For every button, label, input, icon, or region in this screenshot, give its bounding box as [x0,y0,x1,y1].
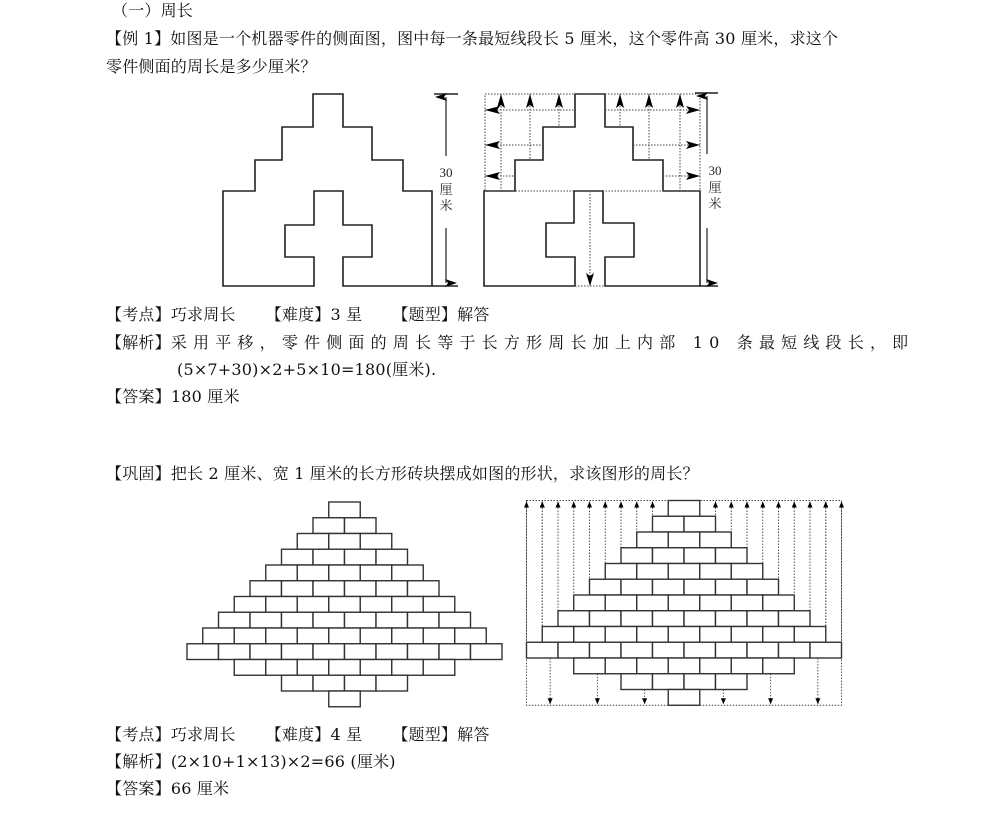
brick [684,579,716,595]
brick [250,644,282,660]
brick [653,579,685,595]
brick [605,595,637,611]
example1-answer [106,387,240,407]
brick [282,675,314,691]
answer-label: 【答案】 [106,779,171,798]
brick [542,627,574,643]
brick [345,612,377,628]
brick [684,674,716,690]
brick [203,628,235,644]
brick [637,595,669,611]
practice-label: 【巩固】 [106,464,171,483]
practice-meta [106,725,490,745]
brick [266,628,298,644]
brick [637,627,669,643]
brick [282,644,314,660]
brick [763,595,795,611]
machine-part-figure-1 [223,94,458,286]
analysis-value: (2×10+1×13)×2=66 (厘米) [170,752,396,771]
brick [408,612,440,628]
brick [558,611,590,627]
brick [621,674,653,690]
brick [266,565,298,581]
brick [250,581,282,597]
brick-pyramid-figure-translated [527,501,842,706]
brick [716,642,748,658]
brick-pyramid-translation-lines [527,501,842,706]
brick [684,611,716,627]
brick [716,611,748,627]
brick [700,627,732,643]
brick [668,564,700,580]
brick [668,532,700,548]
brick [360,628,392,644]
brick [345,675,377,691]
brick [360,597,392,613]
brick [590,579,622,595]
brick [455,628,487,644]
brick [392,628,424,644]
brick [747,642,779,658]
brick [779,611,811,627]
figure2-dimension-unit1: 厘 [708,181,722,196]
brick [668,658,700,674]
brick [700,595,732,611]
brick [266,597,298,613]
example1-question-line1 [106,29,838,49]
brick [266,660,298,676]
brick [684,548,716,564]
brick [282,612,314,628]
brick [329,597,361,613]
brick [716,548,748,564]
brick [574,627,606,643]
brick [329,502,361,518]
answer-value: 180 厘米 [170,387,240,406]
brick [558,642,590,658]
brick [731,564,763,580]
brick [731,658,763,674]
translation-arrows [485,94,700,286]
brick-pyramid-figure [187,502,502,707]
brick [668,595,700,611]
brick [282,549,314,565]
brick [376,581,408,597]
brick [590,611,622,627]
brick [716,579,748,595]
brick [668,501,700,517]
brick [329,534,361,550]
translation-dotted-lines [485,94,700,286]
brick [731,595,763,611]
figure1-dimension-unit1: 厘 [439,183,453,198]
nandu-label: 【难度】 [265,725,331,744]
brick [700,658,732,674]
figure1-dimension-unit2: 米 [439,199,453,214]
brick [810,642,842,658]
brick [376,675,408,691]
brick [423,660,455,676]
brick [621,611,653,627]
answer-value: 66 厘米 [170,779,230,798]
brick [747,579,779,595]
brick [653,516,685,532]
tixing-value: 解答 [457,725,490,744]
brick [282,581,314,597]
brick [219,644,251,660]
practice-answer [106,779,229,799]
brick [297,660,329,676]
brick [392,597,424,613]
brick [297,534,329,550]
brick [779,642,811,658]
brick [313,644,345,660]
figure2-dimension-number: 30 [708,163,722,178]
tixing-value: 解答 [457,305,490,324]
practice-question [106,464,699,484]
brick [360,534,392,550]
brick [392,660,424,676]
brick [621,579,653,595]
brick [763,658,795,674]
figure1-dimension-number: 30 [439,165,453,180]
kaodian-value: 巧求周长 [170,305,236,324]
brick [684,642,716,658]
brick [439,612,471,628]
brick [250,612,282,628]
brick [605,658,637,674]
brick [360,660,392,676]
analysis-label: 【解析】 [106,333,171,352]
example1-analysis-line2: (5×7+30)×2+5×10=180(厘米). [177,360,437,379]
brick [794,627,826,643]
brick [574,595,606,611]
example1-analysis-line1 [106,333,914,353]
brick [637,658,669,674]
kaodian-label: 【考点】 [106,725,171,744]
example1-question-text: 如图是一个机器零件的侧面图，图中每一条最短线段长 5 厘米，这个零件高 30 厘米，求这个 [170,29,839,48]
kaodian-label: 【考点】 [106,305,171,324]
brick [716,674,748,690]
brick [684,516,716,532]
brick [408,644,440,660]
practice-question-text: 把长 2 厘米、宽 1 厘米的长方形砖块摆成如图的形状，求该图形的周长？ [170,464,699,483]
analysis-label: 【解析】 [106,752,171,771]
tixing-label: 【题型】 [392,305,458,324]
brick [313,581,345,597]
brick [668,690,700,706]
nandu-label: 【难度】 [265,305,331,324]
brick [376,612,408,628]
example1-meta [106,305,490,325]
brick [653,611,685,627]
brick [297,597,329,613]
brick [605,627,637,643]
brick [439,644,471,660]
brick [329,691,361,707]
brick [376,644,408,660]
practice-analysis [106,752,396,772]
brick [234,660,266,676]
brick [234,628,266,644]
brick [700,564,732,580]
kaodian-value: 巧求周长 [170,725,236,744]
brick [763,627,795,643]
brick [329,565,361,581]
example1-label: 【例 1】 [106,29,171,48]
analysis-text: 采用平移，零件侧面的周长等于长方形周长加上内部 10 条最短线段长，即 [170,333,915,352]
brick [574,658,606,674]
brick [527,642,559,658]
brick [700,532,732,548]
brick [313,675,345,691]
machine-part-figure-2 [484,94,700,286]
brick [313,612,345,628]
figure2-dimension-unit2: 米 [708,197,722,212]
brick [360,565,392,581]
brick [653,548,685,564]
brick [637,532,669,548]
brick [392,565,424,581]
brick [234,597,266,613]
brick [621,642,653,658]
brick [219,612,251,628]
brick [345,644,377,660]
nandu-value: 3 星 [330,305,363,324]
brick [590,642,622,658]
brick [345,549,377,565]
brick [376,549,408,565]
brick [471,644,503,660]
brick [653,642,685,658]
brick [731,627,763,643]
brick [345,518,377,534]
brick [621,548,653,564]
brick [297,565,329,581]
nandu-value: 4 星 [330,725,363,744]
brick [313,549,345,565]
brick [297,628,329,644]
brick [423,628,455,644]
brick [329,628,361,644]
brick [329,660,361,676]
example1-question-line2: 零件侧面的周长是多少厘米？ [106,57,317,76]
brick [423,597,455,613]
brick-translation-arrows [524,502,844,705]
brick [408,581,440,597]
section-title: （一）周长 [112,1,194,20]
tixing-label: 【题型】 [392,725,458,744]
brick [187,644,219,660]
brick [653,674,685,690]
brick [605,564,637,580]
answer-label: 【答案】 [106,387,171,406]
brick [637,564,669,580]
brick [345,581,377,597]
brick [747,611,779,627]
brick [668,627,700,643]
brick [313,518,345,534]
